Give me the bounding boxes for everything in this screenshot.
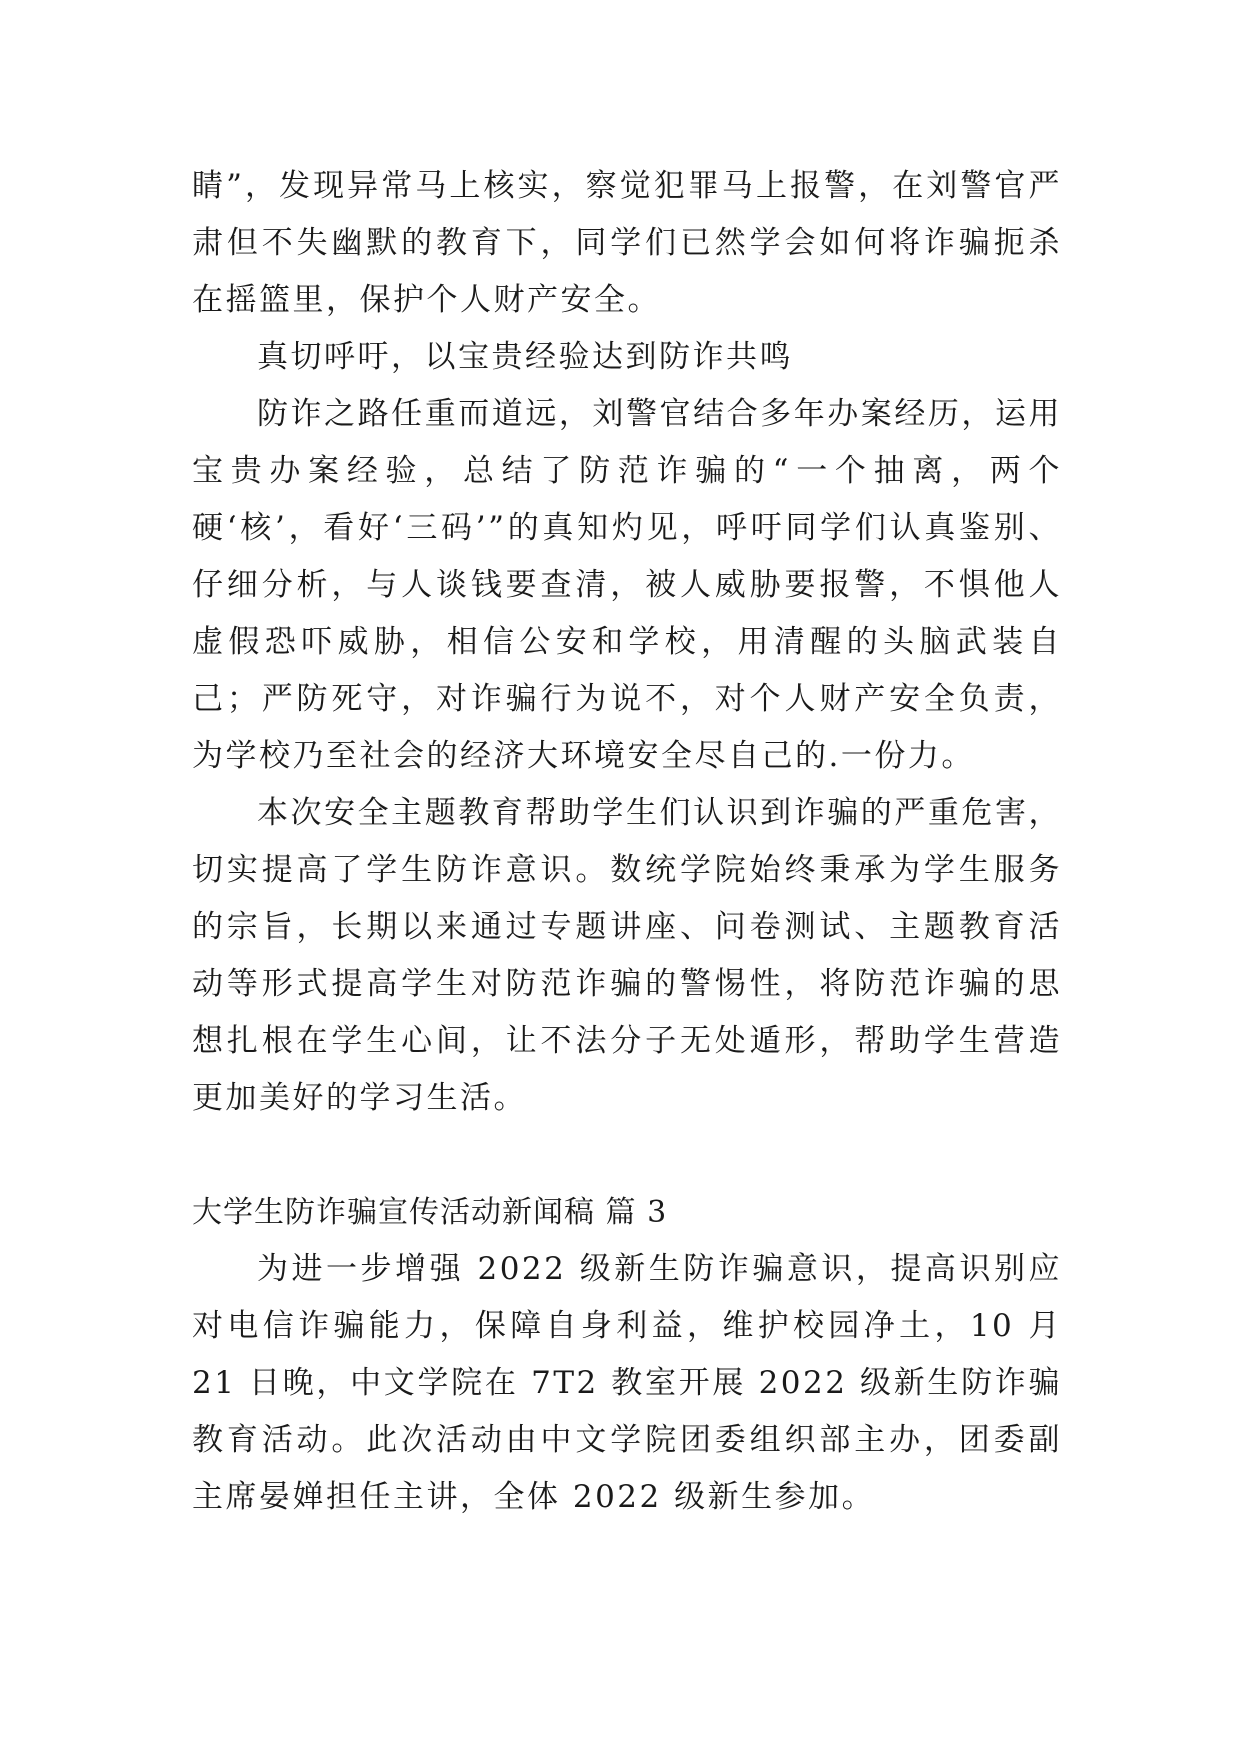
document-body [192, 158, 1062, 1526]
subheading-appeal: 真切呼吁，以宝贵经验达到防诈共鸣 [257, 339, 793, 375]
section-title: 大学生防诈骗宣传活动新闻稿 篇 3 [192, 1195, 668, 1230]
paragraph-experience: 防诈之路任重而道远，刘警官结合多年办案经历，运用宝贵办案经验，总结了防范诈骗的“一个抽离，两个硬‘核’，看好‘三码’”的真知灼见，呼吁同学们认真鉴别、仔细分析，与人谈钱要查清，被人威胁要报警，不惧他人虚假恐吓威胁，相信公安和学校，用清醒的头脑武装自己；严防死守，对诈骗行为说不，对个人财产安全负责，为学校乃至社会的经济大环境安全尽自己的.一份力。 [192, 396, 1062, 774]
paragraph-summary: 本次安全主题教育帮助学生们认识到诈骗的严重危害，切实提高了学生防诈意识。数统学院始终秉承为学生服务的宗旨，长期以来通过专题讲座、问卷测试、主题教育活动等形式提高学生对防范诈骗的警惕性，将防范诈骗的思想扎根在学生心间，让不法分子无处遁形，帮助学生营造更加美好的学习生活。 [192, 795, 1062, 1116]
paragraph-continuation: 睛”，发现异常马上核实，察觉犯罪马上报警，在刘警官严肃但不失幽默的教育下，同学们已然学会如何将诈骗扼杀在摇篮里，保护个人财产安全。 [192, 168, 1062, 318]
paragraph-article3-intro: 为进一步增强 2022 级新生防诈骗意识，提高识别应对电信诈骗能力，保障自身利益，维护校园净土，10 月 21 日晚，中文学院在 7T2 教室开展 2022 级新生防诈骗教育活动。此次活动由中文学院团委组织部主办，团委副主席晏婵担任主讲，全体 2022 级新生参加。 [192, 1251, 1062, 1515]
